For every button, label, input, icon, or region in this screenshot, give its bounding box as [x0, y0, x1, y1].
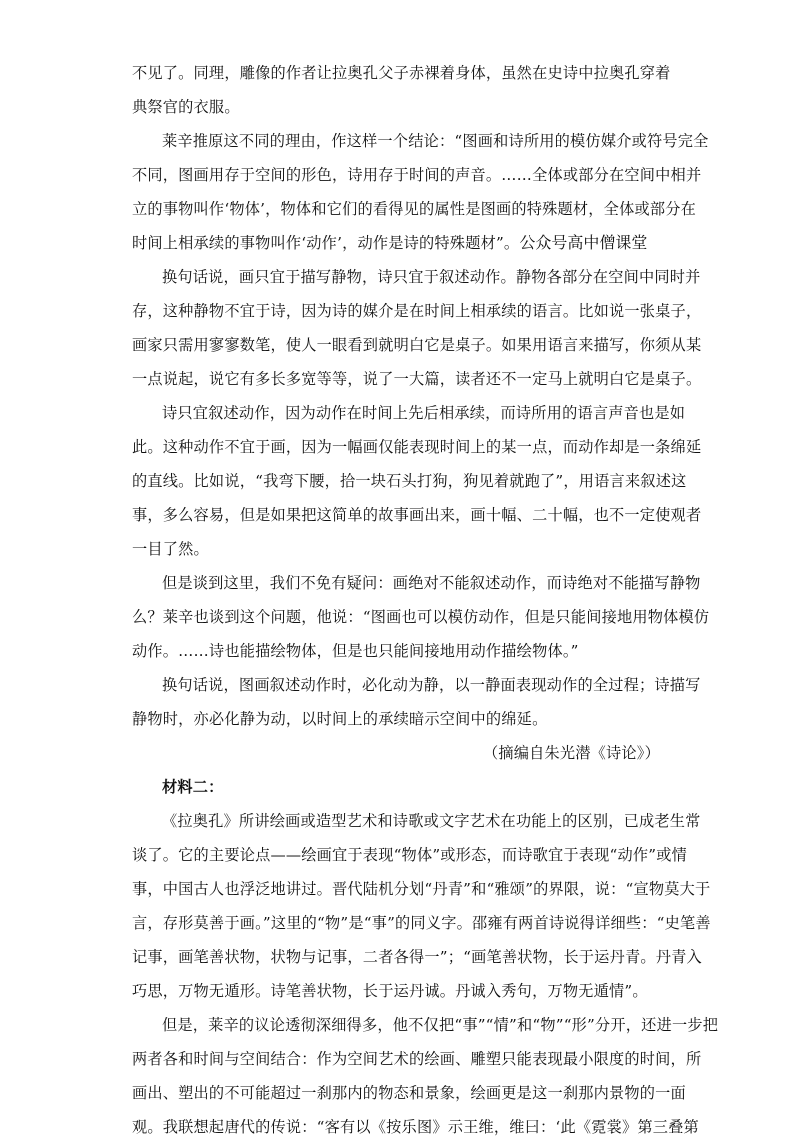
text-line: 观。我联想起唐代的传说：“客有以《按乐图》示王维，维曰：‘此《霓裳》第三叠第 — [132, 1118, 699, 1136]
paragraph-start: 但是谈到这里，我们不免有疑问：画绝对不能叙述动作，而诗绝对不能描写静物 — [162, 574, 701, 592]
paragraph-start: 《拉奥孔》所讲绘画或造型艺术和诗歌或文字艺术在功能上的区别，已成老生常 — [162, 812, 701, 830]
text-line: 巧思，万物无遁形。诗笔善状物，长于运丹诚。丹诚入秀句，万物无遁情”。 — [132, 982, 648, 1000]
text-line: 两者各和时间与空间结合：作为空间艺术的绘画、雕塑只能表现最小限度的时间，所 — [132, 1050, 702, 1068]
text-line: 的直线。比如说，“我弯下腰，拾一块石头打狗，狗见着就跑了”，用语言来叙述这 — [132, 472, 687, 490]
paragraph-start: 诗只宜叙述动作，因为动作在时间上先后相承续，而诗所用的语言声音也是如 — [162, 404, 686, 422]
section-heading: 材料二： — [162, 778, 224, 796]
text-line: 此。这种动作不宜于画，因为一幅画仅能表现时间上的某一点，而动作却是一条绵延 — [132, 438, 702, 456]
text-line: 不同，图画用存于空间的形色，诗用存于时间的声音。……全体或部分在空间中相并 — [132, 166, 702, 184]
paragraph-start: 莱辛推原这不同的理由，作这样一个结论：“图画和诗所用的模仿媒介或符号完全 — [162, 132, 709, 150]
text-line: 立的事物叫作‘物体’，物体和它们的看得见的属性是图画的特殊题材，全体或部分在 — [132, 200, 697, 218]
text-line: 谈了。它的主要论点——绘画宜于表现“物体”或形态，而诗歌宜于表现“动作”或情 — [132, 846, 688, 864]
source-attribution: （摘编自朱光潜《诗论》） — [482, 744, 660, 762]
text-line: 事，多么容易，但是如果把这简单的故事画出来，画十幅、二十幅，也不一定使观者 — [132, 506, 702, 524]
watermark: 公众号高中僧课堂 — [519, 233, 648, 252]
text-line: 记事，画笔善状物，状物与记事，二者各得一”；“画笔善状物，长于运丹青。丹青入 — [132, 948, 702, 966]
text-line: 言，存形莫善于画。”这里的“物”是“事”的同义字。邵雍有两首诗说得详细些：“史笔善 — [132, 914, 711, 932]
text-line: 画出、塑出的不可能超过一刹那内的物态和景象，绘画更是这一刹那内景物的一面 — [132, 1084, 686, 1102]
text-line: 典祭官的衣服。 — [132, 98, 240, 116]
paragraph-start: 但是，莱辛的议论透彻深细得多，他不仅把“事”“情”和“物”“形”分开，还进一步把 — [162, 1016, 719, 1034]
text-line: 画家只需用寥寥数笔，使人一眼看到就明白它是桌子。如果用语言来描写，你须从某 — [132, 336, 702, 354]
text-line: 存，这种静物不宜于诗，因为诗的媒介是在时间上相承续的语言。比如说一张桌子， — [132, 302, 702, 320]
text-line: 静物时，亦必化静为动，以时间上的承续暗示空间中的绵延。 — [132, 710, 548, 728]
text-line: 一点说起，说它有多长多宽等等，说了一大篇，读者还不一定马上就明白它是桌子。 — [132, 370, 702, 388]
text-line: 不见了。同理，雕像的作者让拉奥孔父子赤裸着身体，虽然在史诗中拉奥孔穿着 — [132, 64, 671, 82]
text-line: 事，中国古人也浮泛地讲过。晋代陆机分划“丹青”和“雅颂”的界限，说：“宣物莫大于 — [132, 880, 711, 898]
text-line: 动作。……诗也能描绘物体，但是也只能间接地用动作描绘物体。” — [132, 642, 579, 660]
paragraph-start: 换句话说，图画叙述动作时，必化动为静，以一静面表现动作的全过程；诗描写 — [162, 676, 701, 694]
text-line: 时间上相承续的事物叫作‘动作’，动作是诗的特殊题材”。公众号高中僧课堂 — [132, 233, 648, 252]
text-line: 一目了然。 — [132, 540, 209, 558]
paragraph-start: 换句话说，画只宜于描写静物，诗只宜于叙述动作。静物各部分在空间中同时并 — [162, 268, 701, 286]
text-line: 么？莱辛也谈到这个问题，他说：“图画也可以模仿动作，但是只能间接地用物体模仿 — [132, 608, 710, 626]
